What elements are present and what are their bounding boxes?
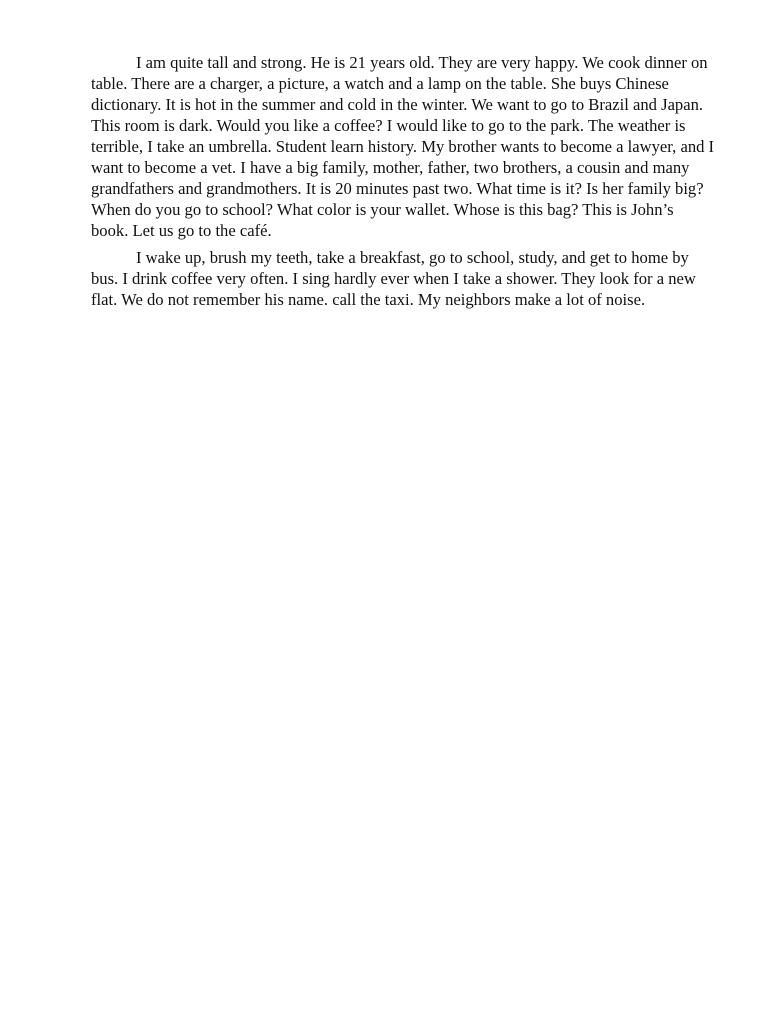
paragraph-1: I am quite tall and strong. He is 21 years old. They are very happy. We cook dinner on table. There are a charger, a picture, a watch and a lamp on the table. She buys Chinese dictionary. It is hot in the summer and cold in the winter. We want to go to Brazil and Japan. This room is dark. Would you like a coffee? I would like to go to the park. The weather is terrible, I take an umbrella. Student learn history. My brother wants to become a lawyer, and I want to become a vet. I have a big family, mother, father, two brothers, a cousin and many grandfathers and grandmothers. It is 20 minutes past two. What time is it? Is her family big? When do you go to school? What color is your wallet. Whose is this bag? This is John’s book. Let us go to the café. [91,53,715,240]
document-body [91,52,715,316]
paragraph-2: I wake up, brush my teeth, take a breakfast, go to school, study, and get to home by bus. I drink coffee very often. I sing hardly ever when I take a shower. They look for a new flat. We do not remember his name. call the taxi. My neighbors make a lot of noise. [91,248,696,309]
